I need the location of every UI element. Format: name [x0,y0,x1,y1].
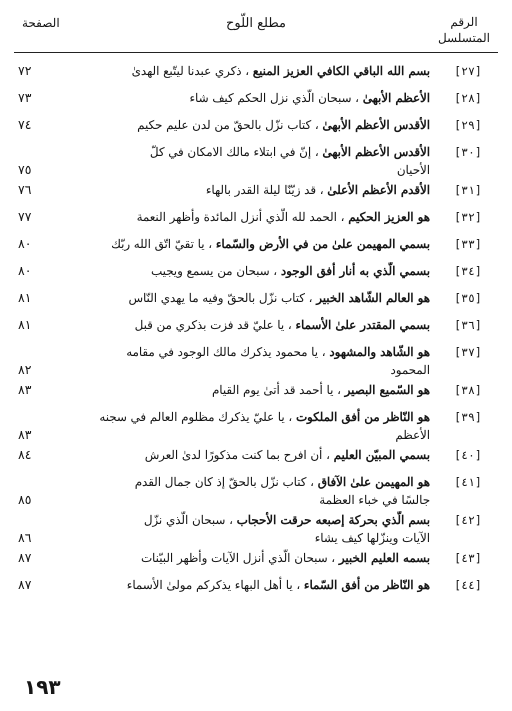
row-opening-text [66,511,430,547]
row-page-number: ٨٣ [18,382,32,397]
row-serial-number: [٤٣] [454,551,482,565]
row-serial-number: [٤٠] [454,448,482,462]
row-opening-text [66,262,430,280]
row-opening-bold: بسمه العليم الخبير [338,551,430,565]
row-page-number: ٧٧ [18,209,32,224]
row-opening-bold: هو المهيمن علىٰ الآفاق [317,475,430,489]
row-page-number: ٨٤ [18,447,32,462]
index-row [0,143,512,181]
row-opening-bold: بسمي الّذي به أنار أفق الوجود [280,264,430,278]
row-opening-text [66,289,430,307]
row-opening-rest: ، يا تقيّ اتّق الله ربّك [111,237,216,251]
row-opening-bold: بسمي المبيّن العليم [333,448,430,462]
row-page-number: ٨٠ [18,263,32,278]
row-opening-bold: هو الشّاهد والمشهود [329,345,430,359]
index-row [0,181,512,208]
index-row [0,576,512,603]
row-opening-rest: ، كتاب نزّل بالحقّ إذ كان جمال القدم [134,475,318,489]
row-page-number: ٨٣ [18,427,32,442]
row-serial-number: [٤١] [454,475,482,489]
row-opening-bold: الأقدم الأعظم الأعلىٰ [327,183,430,197]
row-opening-bold: بسم الله الباقي الكافي العزيز المنيع [252,64,430,78]
row-opening-text [66,446,430,464]
row-opening-continuation: الآيات وينزّلها كيف يشاء [314,531,430,545]
row-opening-text [66,473,430,509]
row-opening-bold: بسمي المقتدر علىٰ الأسماء [295,318,430,332]
row-opening-text [66,316,430,334]
row-page-number: ٨٧ [18,550,32,565]
row-page-number: ٨٦ [18,530,32,545]
row-opening-rest: ، سبحان الّذي أنزل الآيات وأظهر البيّنات [140,551,339,565]
row-opening-bold: هو النّاظر من أفق الملكوت [295,410,430,424]
index-row [0,208,512,235]
row-opening-bold: الأقدس الأعظم الأبهىٰ [322,118,430,132]
row-opening-rest: ، كتاب نزّل بالحقّ وفيه ما يهدي النّاس [128,291,317,305]
page-number: ١٩٣ [24,675,61,699]
row-opening-text [66,343,430,379]
row-opening-text [66,576,430,594]
row-opening-rest: ، ذكري عبدنا ليتّبع الهدىٰ [131,64,253,78]
row-opening-rest: ، قد زيّنّا ليلة القدر بالهاء [205,183,328,197]
row-opening-text [66,235,430,253]
row-opening-continuation: جالسًا في خباء العظمة [319,493,430,507]
row-serial-number: [٢٧] [454,64,482,78]
row-opening-rest: ، كتاب نزّل بالحقّ من لدن عليم حكيم [137,118,323,132]
index-row [0,262,512,289]
tablet-opening-header: مطلع اللّوح [226,16,286,31]
row-opening-bold: بسم الّذي بحركة إصبعه حرقت الأحجاب [236,513,430,527]
row-opening-rest: ، سبحان الّذي نزّل [143,513,237,527]
row-opening-rest: ، يا محمود يذكرك مالك الوجود في مقامه [126,345,330,359]
row-opening-text [66,549,430,567]
row-opening-bold: الأقدس الأعظم الأبهىٰ [322,145,430,159]
row-serial-number: [٣٢] [454,210,482,224]
row-page-number: ٧٣ [18,90,32,105]
row-opening-rest: ، يا أهل البهاء يذكركم مولىٰ الأسماء [126,578,304,592]
index-row [0,289,512,316]
index-row [0,235,512,262]
row-serial-number: [٣١] [454,183,482,197]
row-serial-number: [٤٢] [454,513,482,527]
index-row [0,89,512,116]
row-page-number: ٧٥ [18,162,32,177]
row-opening-rest: ، يا عليّ قد فزت بذكري من قبل [134,318,296,332]
index-row [0,116,512,143]
row-serial-number: [٣٦] [454,318,482,332]
row-page-number: ٨٧ [18,577,32,592]
row-opening-rest: ، الحمد لله الّذي أنزل المائدة وأظهر النعمة [136,210,349,224]
row-opening-text [66,408,430,444]
row-serial-number: [٣٧] [454,345,482,359]
table-header [14,14,498,50]
row-opening-text [66,116,430,134]
row-opening-continuation: الأعظم [395,428,430,442]
row-serial-number: [٣٨] [454,383,482,397]
index-row [0,473,512,511]
index-row [0,511,512,549]
row-opening-bold: هو العزيز الحكيم [348,210,430,224]
row-opening-bold: هو السّميع البصير [344,383,430,397]
row-serial-number: [٣٤] [454,264,482,278]
index-row [0,446,512,473]
serial-number-header-line2: المتسلسل [437,31,490,45]
index-row [0,549,512,576]
serial-number-header-line1: الرقم [450,15,478,29]
row-opening-text [66,62,430,80]
row-opening-rest: ، سبحان الّذي نزل الحكم كيف شاء [189,91,363,105]
row-serial-number: [٣٣] [454,237,482,251]
index-row [0,316,512,343]
row-page-number: ٧٤ [18,117,32,132]
row-opening-rest: ، يا عليّ يذكرك مظلوم العالم في سجنه [99,410,296,424]
row-opening-continuation: المحمود [390,363,430,377]
row-opening-rest: ، أن افرح بما كنت مذكورًا لدىٰ العرش [144,448,334,462]
row-opening-text [66,181,430,199]
page-column-header: الصفحة [22,16,60,30]
row-serial-number: [٢٨] [454,91,482,105]
row-page-number: ٨١ [18,290,32,305]
row-opening-rest: ، يا أحمد قد أتىٰ يوم القيام [211,383,345,397]
row-serial-number: [٤٤] [454,578,482,592]
row-opening-bold: بسمي المهيمن علىٰ من في الأرض والسّماء [215,237,430,251]
index-row [0,343,512,381]
row-opening-bold: هو العالم الشّاهد الخبير [316,291,430,305]
index-row [0,62,512,89]
row-page-number: ٧٦ [18,182,32,197]
row-opening-text [66,89,430,107]
row-opening-bold: هو النّاظر من أفق السّماء [303,578,430,592]
row-opening-text [66,143,430,179]
row-serial-number: [٣٠] [454,145,482,159]
row-serial-number: [٣٩] [454,410,482,424]
row-page-number: ٧٢ [18,63,32,78]
index-row [0,381,512,408]
row-opening-rest: ، إنّ في ابتلاء مالك الامكان في كلّ [149,145,323,159]
row-opening-text [66,381,430,399]
row-opening-continuation: الأحيان [396,163,430,177]
row-page-number: ٨١ [18,317,32,332]
row-serial-number: [٣٥] [454,291,482,305]
row-page-number: ٨٢ [18,362,32,377]
row-opening-text [66,208,430,226]
row-page-number: ٨٥ [18,492,32,507]
row-opening-rest: ، سبحان من يسمع ويجيب [151,264,281,278]
header-divider [14,52,498,53]
row-opening-bold: الأعظم الأبهىٰ [362,91,430,105]
index-row [0,408,512,446]
row-serial-number: [٢٩] [454,118,482,132]
row-page-number: ٨٠ [18,236,32,251]
